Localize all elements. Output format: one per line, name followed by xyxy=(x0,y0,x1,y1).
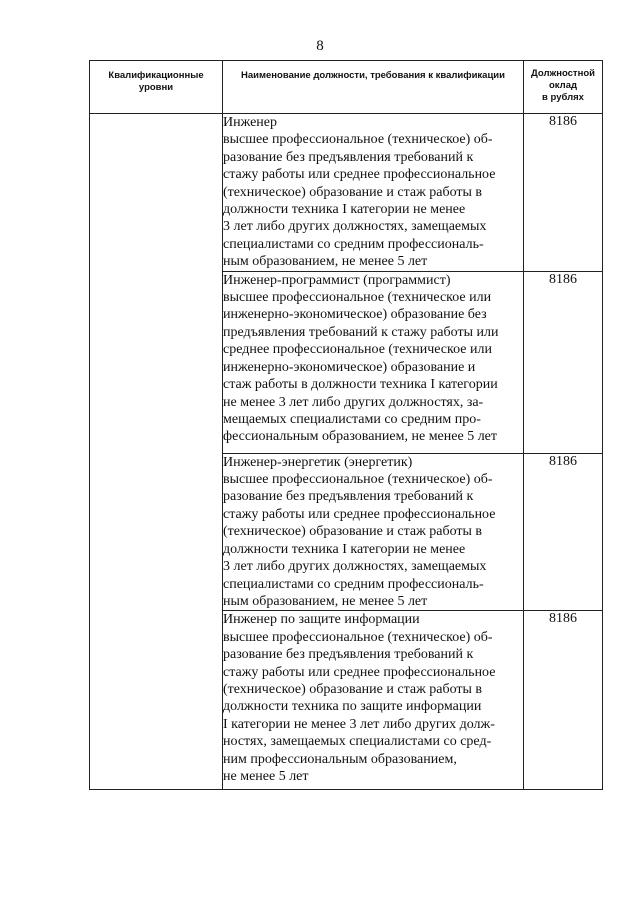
qualification-level-cell xyxy=(90,114,223,790)
position-title: Инженер по защите информации xyxy=(223,612,420,628)
salary-cell: 8186 xyxy=(524,453,603,611)
header-salary xyxy=(524,61,603,114)
position-requirements: высшее профессиональное (техническое) об- разование без предъявления требований к стажу работы или среднее профессиональное (техническое) образование и стаж работы в должности техника по защите информации I категории не менее 3 лет либо других долж- ностях, замещаемых специалистами со сред- ним профессиональным образованием, не менее 5 лет xyxy=(223,629,496,784)
position-title: Инженер xyxy=(223,115,278,130)
position-cell xyxy=(223,271,524,453)
position-title: Инженер-энергетик (энергетик) xyxy=(223,454,413,470)
header-position-requirements xyxy=(223,61,524,114)
position-title: Инженер-программист (программист) xyxy=(223,272,451,288)
table-header-row xyxy=(90,61,603,114)
page-number: 8 xyxy=(316,38,324,54)
salary-cell: 8186 xyxy=(524,271,603,453)
header-qualification-levels xyxy=(90,61,223,114)
header-salary-label: Должностной оклад в рублях xyxy=(531,68,595,103)
position-cell xyxy=(223,453,524,611)
header-position-requirements-label: Наименование должности, требования к квалификации xyxy=(241,70,505,81)
position-cell xyxy=(223,114,524,272)
salary-cell: 8186 xyxy=(524,611,603,790)
qualification-table xyxy=(89,60,603,790)
position-requirements: высшее профессиональное (техническое) об- разование без предъявления требований к стажу работы или среднее профессиональное (техническое) образование и стаж работы в должности техника I категории не менее 3 лет либо других должностях, замещаемых специалистами со средним профессиональ- ным образованием, не менее 5 лет xyxy=(223,472,496,609)
header-qualification-levels-label: Квалификационные уровни xyxy=(108,70,204,93)
position-cell xyxy=(223,611,524,790)
position-requirements: высшее профессиональное (техническое) об- разование без предъявления требований к стажу работы или среднее профессиональное (техническое) образование и стаж работы в должности техника I категории не менее 3 лет либо других должностях, замещаемых специалистами со средним профессиональ- ным образованием, не менее 5 лет xyxy=(223,132,496,270)
salary-cell: 8186 xyxy=(524,114,603,272)
position-requirements: высшее профессиональное (техническое или инженерно-экономическое) образование без предъявления требований к стажу работы или среднее профессиональное (техническое или инженерно-экономическое) образование и стаж работы в должности техника I категории не менее 3 лет либо других должностях, за- мещаемых специалистами со средним про- фессиональным образованием, не менее 5 лет xyxy=(223,290,499,445)
table-row xyxy=(90,114,603,272)
